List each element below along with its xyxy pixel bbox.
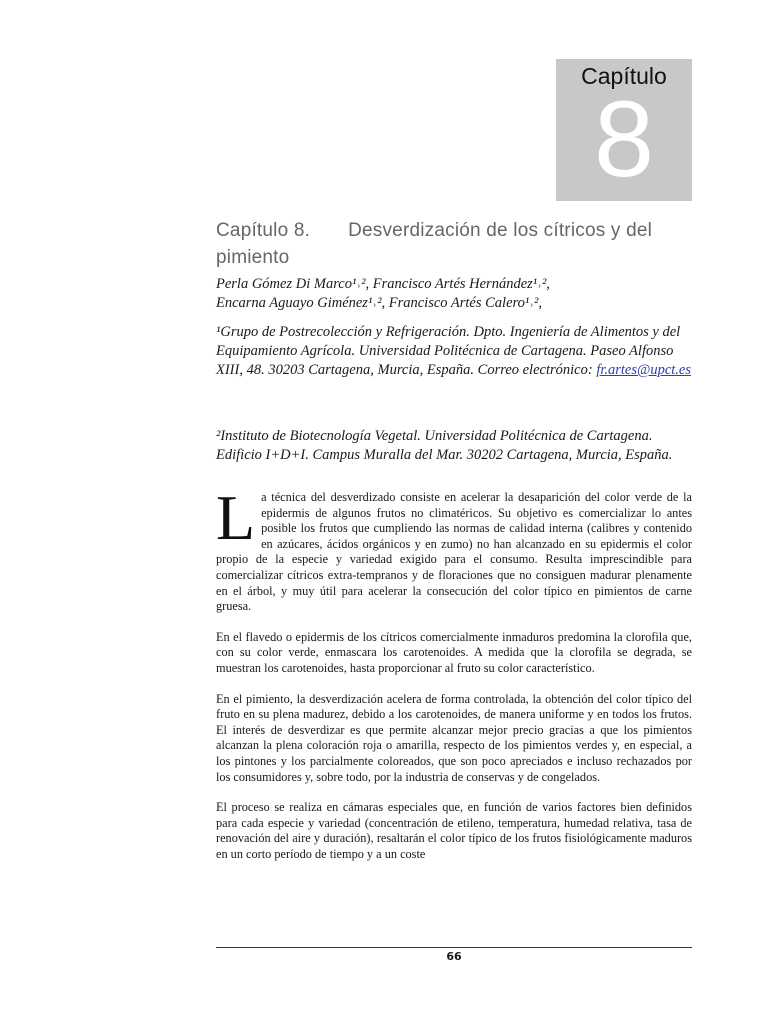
- body-text: [216, 482, 692, 877]
- paragraph-2: En el flavedo o epidermis de los cítricos comercialmente inmaduros predomina la clorofila que, con su color verde, enmascara los carotenoides. A medida que la clorofila se degrada, se muestran los carotenoides, hasta proporcionar al fruto su color característico.: [216, 629, 692, 675]
- author-list: [216, 275, 696, 313]
- chapter-number: 8: [593, 78, 655, 199]
- affiliation-2: ²Instituto de Biotecnología Vegetal. Universidad Politécnica de Cartagena. Edificio I+D+I. Campus Muralla del Mar. 30202 Cartagena, Murcia, España.: [216, 428, 673, 463]
- paragraph-1-text: a técnica del desverdizado consiste en acelerar la desaparición del color verde de la epidermis de algunos frutos no climatéricos. Su objetivo es comercializar lo antes posible los frutos que cumpliendo las normas de calidad interna (calibres y contenido en azúcares, ácidos orgánicos y en zumo) no han alcanzado en su epidermis el color propio de la especie y variedad exigido para el consumo. Resulta imprescindible para comercializar cítricos extra-tempranos y de floraciones que no consiguen madurar plenamente en el árbol, y muy útil para acelerar la consecución del color típico en pimientos de carne gruesa.: [216, 490, 692, 614]
- paragraph-1: [216, 482, 692, 615]
- chapter-badge: [556, 59, 692, 201]
- drop-cap: L: [216, 482, 256, 553]
- author-line-1: Perla Gómez Di Marco¹˒², Francisco Artés Hernández¹˒²,: [216, 276, 550, 292]
- affiliation-1: [216, 323, 696, 380]
- chapter-title-number: Capítulo 8.: [216, 220, 311, 241]
- paragraph-3: En el pimiento, la desverdización acelera de forma controlada, la obtención del color típico del fruto en su plena madurez, debido a los carotenoides, de manera uniforme y en todos los frutos. El interés de desverdizar es que permite alcanzar mejor precio gracias a que los pimientos alcanzan la plena coloración roja o amarilla, respecto de los pimientos verdes y, en especial, a los pintones y los parcialmente coloreados, que son poco apreciados e incluso rechazados por los consumidores y, sobre todo, por la industria de conservas y de congelados.: [216, 691, 692, 784]
- paragraph-4: El proceso se realiza en cámaras especiales que, en función de varios factores bien definidos para cada especie y variedad (concentración de etileno, temperatura, humedad relativa, tasa de renovación del aire y duración), resaltarán el color típico de los frutos fisiológicamente maduros en un corto período de tiempo y a un coste: [216, 800, 692, 861]
- footer-divider: [216, 947, 692, 948]
- chapter-label: Capítulo: [581, 63, 667, 89]
- affiliation-1-text: ¹Grupo de Postrecolección y Refrigeración. Dpto. Ingeniería de Alimentos y del Equipamiento Agrícola. Universidad Politécnica de Cartagena. Paseo Alfonso XIII, 48. 30203 Cartagena, Murcia, España. Correo electrónico:: [216, 324, 681, 378]
- author-line-2: Encarna Aguayo Giménez¹˒², Francisco Artés Calero¹˒²,: [216, 295, 543, 311]
- page-number: 66: [446, 950, 462, 963]
- chapter-title: [216, 217, 696, 271]
- email-link[interactable]: fr.artes@upct.es: [596, 362, 692, 378]
- chapter-title-text: Desverdización de los cítricos y del pimiento: [216, 220, 653, 268]
